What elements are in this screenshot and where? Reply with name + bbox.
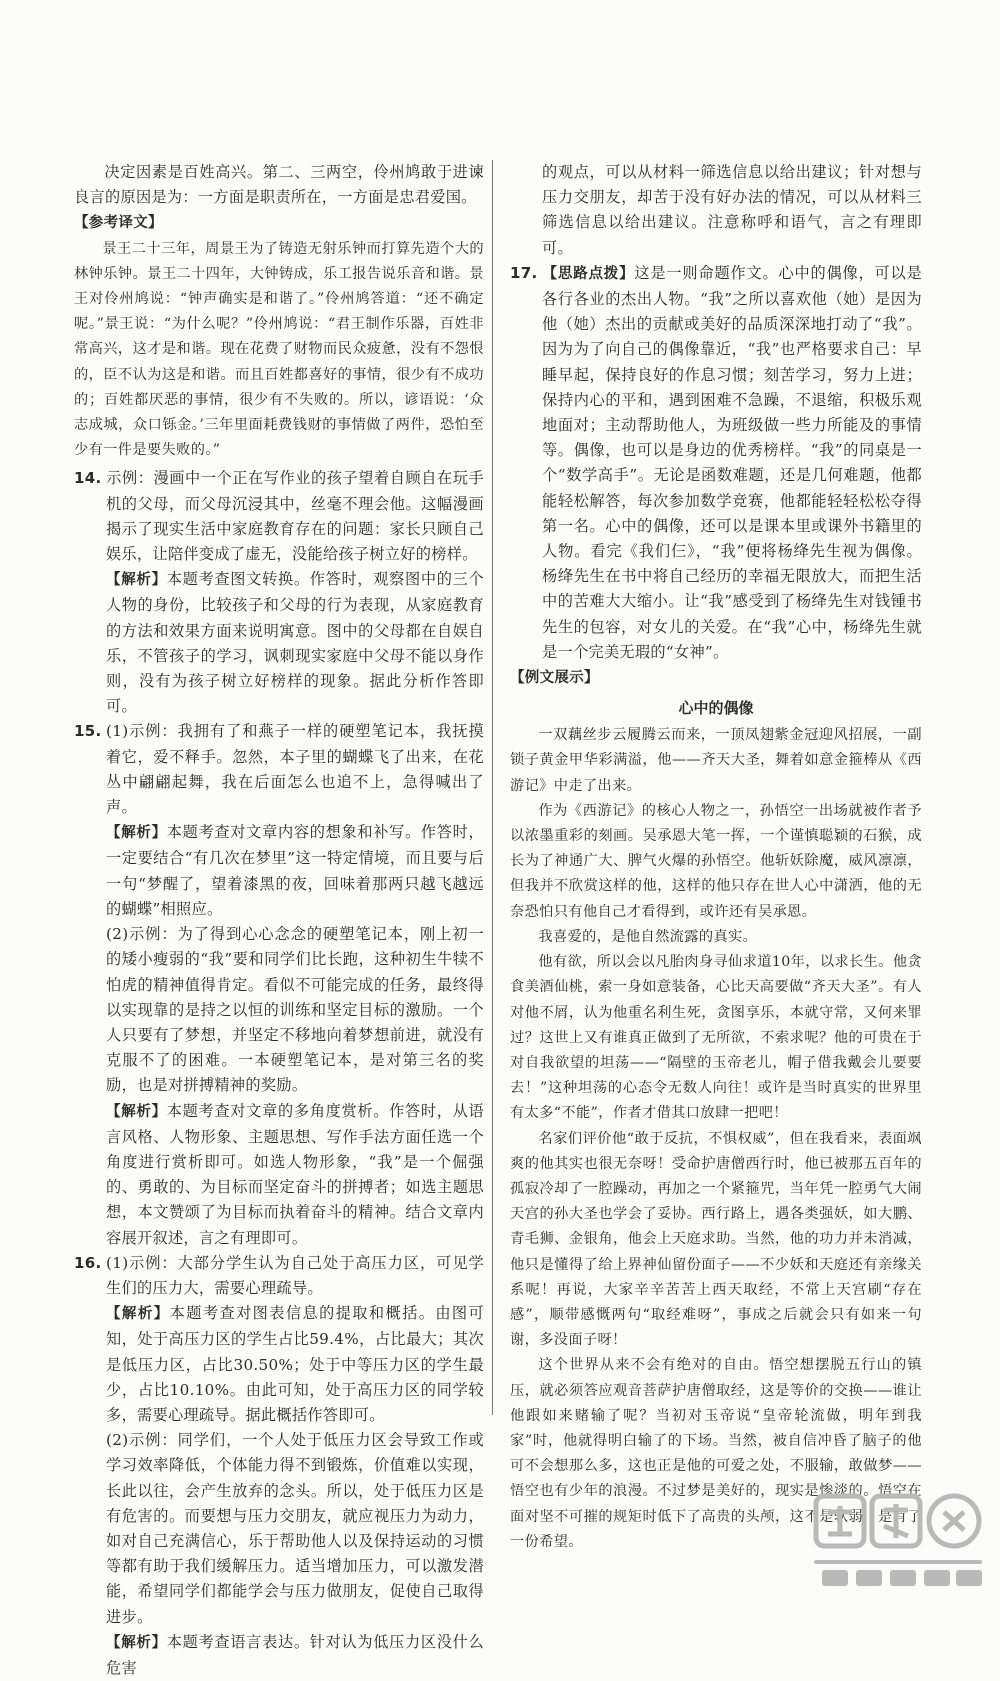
q14-answer-text: 示例：漫画中一个正在写作业的孩子望着自顾自在玩手机的父母，而父母沉浸其中，丝毫不理会他。这幅漫画揭示了现实生活中家庭教育存在的问题：家长只顾自己娱乐，让陪伴变成了虚无，没能给孩子树立好的榜样。 <box>106 469 484 564</box>
q15-part2: (2)示例：为了得到心心念念的硬塑笔记本，刚上初一的矮小瘦弱的“我”要和同学们比长跑，这种初生牛犊不怕虎的精神值得肯定。看似不可能完成的任务，最终得以实现靠的是持之以恒的训练和坚定目标的激励。一个人只要有了梦想，并坚定不移地向着梦想前进，就没有克服不了的困难。一本硬塑笔记本，是对第三名的奖励，也是对拼搏精神的奖励。 <box>106 925 484 1095</box>
q17-tip-tag: 【思路点拨】 <box>542 265 635 282</box>
translation-heading <box>74 210 484 236</box>
q14-analysis-text: 本题考查图文转换。作答时，观察图中的三个人物的身份，比较孩子和父母的行为表现，从家庭教育的方法和效果方面来说明寓意。图中的父母都在自娱自乐，不管孩子的学习，讽刺现实家庭中父母不能以身作则，没有为孩子树立好榜样的现象。据此分析作答即可。 <box>106 570 485 716</box>
q15-analysis2 <box>74 1099 484 1251</box>
q14-number: 14. <box>74 469 102 488</box>
q14-analysis-tag: 【解析】 <box>106 572 167 589</box>
q15-analysis2-tag: 【解析】 <box>106 1103 167 1120</box>
essay-heading <box>510 665 922 691</box>
essay-paragraph: 作为《西游记》的核心人物之一，孙悟空一出场就被作者予以浓墨重彩的刻画。吴承恩大笔一挥，一个谨慎聪颖的石猴，成长为了神通广大、脾气火爆的孙悟空。他斩妖除魔，威风凛凛，但我并不欣赏这样的他，这样的他只存在世人心中潇洒，他的无奈恐怕只有他自己才看得到，或许还有吴承恩。 <box>510 802 922 920</box>
q16-analysis2-text: 本题考查语言表达。针对认为低压力区没什么危害 <box>106 1632 485 1677</box>
q16-part1-text: (1)示例：大部分学生认为自己处于高压力区，可见学生们的压力大，需要心理疏导。 <box>106 1253 484 1297</box>
q13-answer-tail: 决定因素是百姓高兴。第二、三两空，伶州鸠敢于进谏良言的原因是为：一方面是职责所在，一方面是忠君爱国。 <box>74 163 484 207</box>
q14-answer <box>74 466 484 567</box>
translation-tag: 【参考译文】 <box>74 215 163 232</box>
essay-tag: 【例文展示】 <box>510 670 599 687</box>
watermark-logo-icon <box>808 1488 988 1592</box>
q17-tip-text: 这是一则命题作文。心中的偶像，可以是各行各业的杰出人物。“我”之所以喜欢他（她）是因为他（她）杰出的贡献或美好的品质深深地打动了“我”。因为为了向自己的偶像靠近，“我”也严格要求自己：早睡早起，保持良好的作息习惯；刻苦学习，努力上进；保持内心的平和，遇到困难不急躁，不退缩，积极乐观地面对；主动帮助他人，为班级做一些力所能及的事情等。偶像，也可以是身边的优秀榜样。“我”的同桌是一个“数学高手”。无论是函数难题，还是几何难题，他都能轻松解答，每次参加数学竞赛，他都能轻轻松松夺得第一名。心中的偶像，还可以是课本里或课外书籍里的人物。看完《我们仨》，“我”便将杨绛先生视为偶像。杨绛先生在书中将自己经历的幸福无限放大，而把生活中的苦难大大缩小。让“我”感受到了杨绛先生对钱锺书先生的包容，对女儿的关爱。在“我”心中，杨绛先生就是一个完美无瑕的“女神”。 <box>542 263 922 661</box>
right-column <box>510 160 922 1555</box>
q16-analysis1 <box>74 1301 484 1428</box>
column-divider <box>492 160 493 1415</box>
q15-analysis1 <box>74 820 484 922</box>
q15-analysis1-text: 本题考查对文章内容的想象和补写。作答时，一定要结合“有几次在梦里”这一特定情境，而且要与后一句“梦醒了，望着漆黑的夜，回味着那两只越飞越远的蝴蝶”相照应。 <box>106 823 485 918</box>
q16-analysis1-text: 本题考查对图表信息的提取和概括。由图可知，处于高压力区的学生占比59.4%，占比最大；其次是低压力区，占比30.50%；处于中等压力区的学生最少，占比10.10%。由此可知，处于高压力区的同学较多，需要心理疏导。据此概括作答即可。 <box>106 1304 485 1424</box>
q16-number: 16. <box>74 1253 102 1272</box>
left-column <box>74 160 484 1681</box>
translation-text: 景王二十三年，周景王为了铸造无射乐钟而打算先造个大的林钟乐钟。景王二十四年，大钟铸成，乐工报告说乐音和谐。景王对伶州鸠说：“钟声确实是和谐了。”伶州鸠答道：“还不确定呢。”景王说：“为什么呢？”伶州鸠说：“君王制作乐器，百姓非常高兴，这才是和谐。现在花费了财物而民众疲惫，没有不怨恨的，臣不认为这是和谐。而且百姓都喜好的事情，很少有不成功的；百姓都厌恶的事情，很少有不失败的。所以，谚语说：‘众志成城，众口铄金。’三年里面耗费钱财的事情做了两件，恐怕至少有一件是要失败的。” <box>74 240 484 459</box>
essay-paragraph: 他有欲，所以会以凡胎肉身寻仙求道10年，以求长生。他贪食美酒仙桃，索一身如意装备，心比天高要做“齐天大圣”。有人对他不屑，认为他重名利生死，贪图享乐，本就守常，又何来罪过？这世上又有谁真正做到了无所欲，不索求呢？他的可贵在于对自我欲望的坦荡——“隔壁的玉帝老儿，帽子借我戴会儿要要去！”这种坦荡的心态令无数人向往！或许是当时真实的世界里有太多“不能”，作者才借其口放肆一把吧！ <box>510 954 922 1122</box>
essay-paragraph: 名家们评价他“敢于反抗，不惧权威”，但在我看来，表面飒爽的他其实也很无奈呀！受命护唐僧西行时，他已被那五百年的孤寂冷却了一腔躁动，再加之一个紧箍咒，当年凭一腔勇气大闹天宫的孙大圣也学会了妥协。西行路上，遇各类强妖，如大鹏、青毛狮、金银角，他会上天庭求助。当然，他的功力并未消减，他只是懂得了给上界神仙留份面子——不少妖和天庭还有亲缘关系呢！再说，大家辛辛苦苦上西天取经，不常上天宫刷“存在感”，顺带感慨两句“取经难呀”，事成之后就会只有如来一句谢，多没面子呀！ <box>510 1130 922 1349</box>
essay-paragraph: 这个世界从来不会有绝对的自由。悟空想摆脱五行山的镇压，就必须答应观音菩萨护唐僧取经，这是等价的交换——谁让他跟如来赌输了呢？当初对玉帝说“皇帝轮流做，明年到我家”时，他就得明白输了的下场。当然，被自信冲昏了脑子的他可不会想那么多，这也正是他的可爱之处，不服输，敢做梦——悟空也有少年的浪漫。不过梦是美好的，现实是惨淡的。悟空在面对坚不可摧的规矩时低下了高贵的头颅，这不是软弱，是有了一份希望。 <box>510 1357 922 1550</box>
essay-title: 心中的偶像 <box>678 699 754 718</box>
q15-part1-text: (1)示例：我拥有了和燕子一样的硬塑笔记本，我抚摸着它，爱不释手。忽然，本子里的蝴蝶飞了出来，在花丛中翩翩起舞，我在后面怎么也追不上，急得喊出了声。 <box>106 722 484 817</box>
q16-analysis1-tag: 【解析】 <box>106 1306 170 1323</box>
q15-number: 15. <box>74 722 102 741</box>
q16-part1 <box>74 1251 484 1301</box>
q16-analysis2 <box>74 1630 484 1681</box>
q14-analysis <box>74 567 484 719</box>
q15-analysis1-tag: 【解析】 <box>106 825 167 842</box>
essay-paragraph: 我喜爱的，是他自然流露的真实。 <box>538 928 758 945</box>
q15-analysis2-text: 本题考查对文章的多角度赏析。作答时，从语言风格、人物形象、主题思想、写作手法方面任选一个角度进行赏析即可。如选人物形象，“我”是一个倔强的、勇敢的、为目标而坚定奋斗的拼搏者；如选主题思想，本文赞颂了为目标而执着奋斗的精神。结合文章内容展开叙述，言之有理即可。 <box>106 1101 485 1247</box>
q16-part2: (2)示例：同学们，一个人处于低压力区会导致工作或学习效率降低，个体能力得不到锻炼，价值难以实现，长此以往，会产生放弃的念头。所以，处于低压力区是有危害的。而要想与压力交朋友，就应视压力为动力，如对自己充满信心，乐于帮助他人以及保持运动的习惯等都有助于我们缓解压力。适当增加压力，可以激发潜能，希望同学们都能学会与压力做朋友，促使自己取得进步。 <box>106 1431 484 1626</box>
essay-body <box>510 723 922 1555</box>
essay-paragraph: 一双藕丝步云履腾云而来，一顶凤翅紫金冠迎风招展，一副锁子黄金甲华彩满溢，他——齐天大圣，舞着如意金箍棒从《西游记》中走了出来。 <box>510 727 922 794</box>
q17-number: 17. <box>510 263 538 282</box>
q16-analysis2-continued: 的观点，可以从材料一筛选信息以给出建议；针对想与压力交朋友，却苦于没有好办法的情况，可以从材料三筛选信息以给出建议。注意称呼和语气，言之有理即可。 <box>542 163 922 257</box>
q15-part1 <box>74 719 484 820</box>
q17-tip <box>510 261 922 665</box>
q16-analysis2-tag: 【解析】 <box>106 1634 167 1651</box>
